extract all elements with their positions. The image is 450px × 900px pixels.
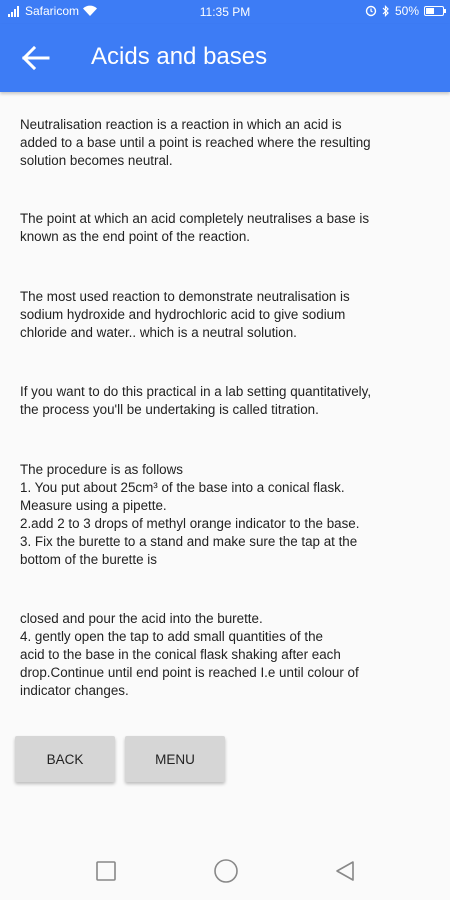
menu-button[interactable]: MENU <box>125 736 225 782</box>
text-line: 2.add 2 to 3 drops of methyl orange indicator to the base. <box>20 516 360 531</box>
text-line: Measure using a pipette. <box>20 498 167 513</box>
battery-percent: 50% <box>394 4 419 18</box>
text-line: bottom of the burette is <box>20 552 157 567</box>
text-line: The procedure is as follows <box>20 462 183 477</box>
text-line: drop.Continue until end point is reached I.e until colour of <box>20 665 359 680</box>
clock: 11:35 PM <box>199 5 251 19</box>
paragraph-procedure-continued <box>20 610 359 700</box>
text-line: known as the end point of the reaction. <box>20 229 251 244</box>
paragraph-example-reaction <box>20 288 350 342</box>
paragraph-neutralisation <box>20 116 371 170</box>
carrier-name: Safaricom <box>25 4 80 18</box>
status-bar <box>0 0 450 24</box>
back-button[interactable]: BACK <box>15 736 115 782</box>
text-line: 1. You put about 25cm³ of the base into a conical flask. <box>20 480 345 495</box>
recent-apps-icon[interactable] <box>96 861 116 881</box>
text-line: If you want to do this practical in a lab setting quantitatively, <box>20 384 372 399</box>
alarm-icon <box>365 5 377 17</box>
text-line: 4. gently open the tap to add small quantities of the <box>20 629 323 644</box>
text-line: 3. Fix the burette to a stand and make sure the tap at the <box>20 534 358 549</box>
home-icon[interactable] <box>213 858 239 884</box>
paragraph-procedure <box>20 461 359 569</box>
back-triangle-icon[interactable] <box>334 860 356 882</box>
system-nav-bar <box>0 840 450 900</box>
paragraph-end-point <box>20 210 369 246</box>
text-line: indicator changes. <box>20 683 129 698</box>
text-line: Neutralisation reaction is a reaction in which an acid is <box>20 117 342 132</box>
battery-level <box>426 8 434 14</box>
page-title: Acids and bases <box>91 43 268 70</box>
bluetooth-icon <box>382 5 390 17</box>
text-line: acid to the base in the conical flask shaking after each <box>20 647 341 662</box>
text-line: chloride and water.. which is a neutral solution. <box>20 325 297 340</box>
text-line: sodium hydroxide and hydrochloric acid to give sodium <box>20 307 346 322</box>
text-line: The point at which an acid completely neutralises a base is <box>20 211 370 226</box>
text-line: the process you'll be undertaking is called titration. <box>20 402 319 417</box>
text-line: The most used reaction to demonstrate neutralisation is <box>20 289 350 304</box>
paragraph-titration <box>20 383 371 419</box>
text-line: solution becomes neutral. <box>20 153 173 168</box>
app-bar <box>0 24 450 92</box>
text-line: added to a base until a point is reached where the resulting <box>20 135 371 150</box>
arrow-back-icon[interactable] <box>20 44 52 72</box>
battery-icon <box>424 6 444 16</box>
text-line: closed and pour the acid into the burette. <box>20 611 263 626</box>
